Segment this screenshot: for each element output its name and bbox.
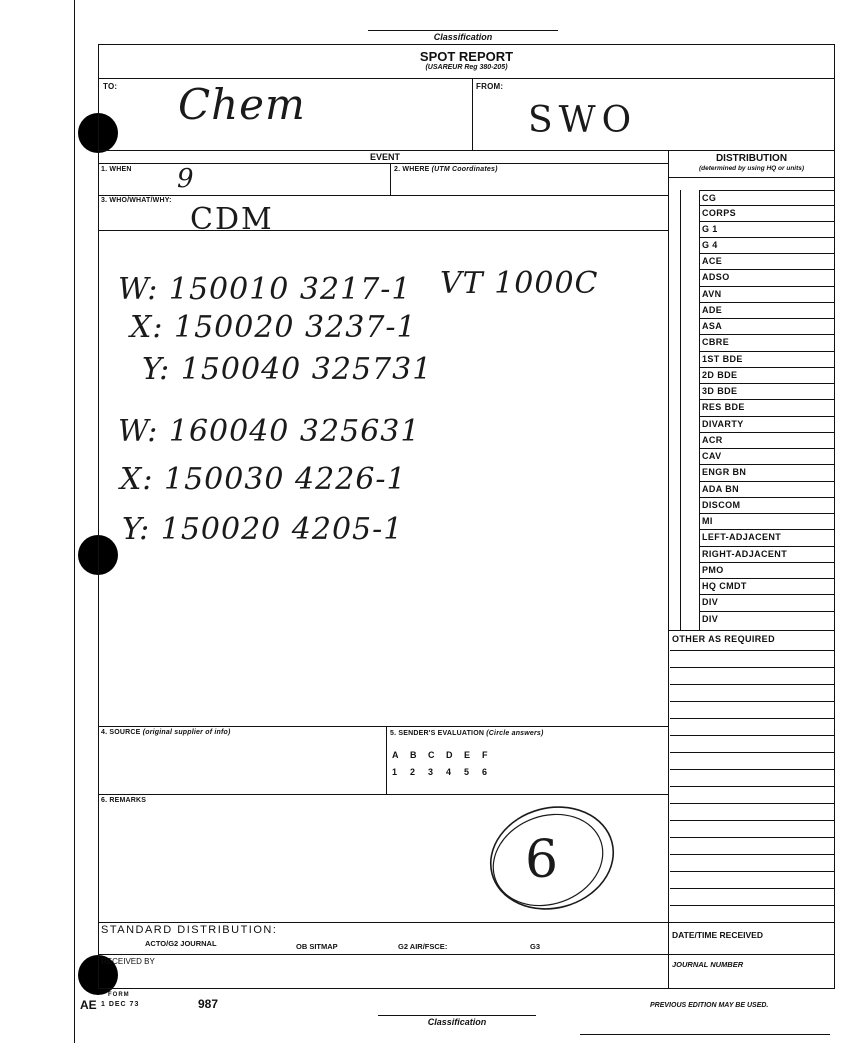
who-value[interactable]: CDM bbox=[190, 202, 274, 237]
other-line[interactable] bbox=[670, 769, 834, 770]
evaluation-label bbox=[390, 730, 544, 737]
other-line[interactable] bbox=[670, 837, 834, 838]
form-number: 987 bbox=[198, 997, 219, 1011]
to-from-divider bbox=[472, 78, 473, 150]
to-from-top-border bbox=[98, 78, 835, 79]
eval-letter-e[interactable]: E bbox=[464, 750, 471, 760]
eval-number-4[interactable]: 4 bbox=[446, 767, 452, 777]
standard-dist-item-4: G3 bbox=[530, 942, 541, 951]
note-line-6: Y: 150020 4205-1 bbox=[122, 512, 404, 547]
received-by-label: RECEIVED BY bbox=[101, 957, 155, 966]
remarks-label: 6. REMARKS bbox=[101, 797, 147, 804]
note-line-4: W: 160040 325631 bbox=[118, 414, 421, 449]
who-bottom-border bbox=[98, 230, 668, 231]
bottom-edge-mark bbox=[580, 1034, 830, 1035]
bottom-classification-line bbox=[378, 1015, 536, 1016]
other-line[interactable] bbox=[670, 752, 834, 753]
eval-letter-d[interactable]: D bbox=[446, 750, 453, 760]
when-where-divider bbox=[390, 163, 391, 195]
form-label: FORM bbox=[108, 992, 130, 998]
note-line-2: X: 150020 3237-1 bbox=[130, 310, 417, 345]
other-line[interactable] bbox=[670, 684, 834, 685]
event-top-border bbox=[98, 150, 835, 151]
dist-item-avn[interactable]: AVN bbox=[700, 286, 834, 301]
dist-item-ace[interactable]: ACE bbox=[700, 253, 834, 268]
other-as-required-label: OTHER AS REQUIRED bbox=[672, 634, 775, 644]
to-label: TO: bbox=[103, 82, 118, 91]
to-value[interactable]: Chem bbox=[178, 80, 306, 129]
eval-number-3[interactable]: 3 bbox=[428, 767, 434, 777]
source-eval-divider bbox=[386, 726, 387, 794]
other-line[interactable] bbox=[670, 701, 834, 702]
margin-line bbox=[74, 0, 75, 1043]
dist-item-cg[interactable]: CG bbox=[700, 190, 834, 205]
when-label: 1. WHEN bbox=[101, 166, 132, 173]
source-label bbox=[101, 729, 231, 736]
remarks-circled-value: 6 bbox=[525, 830, 560, 890]
dist-item-corps[interactable]: CORPS bbox=[700, 205, 834, 220]
dist-item-mi[interactable]: MI bbox=[700, 513, 834, 528]
event-label: EVENT bbox=[370, 152, 401, 162]
dist-item-g1[interactable]: G 1 bbox=[700, 221, 834, 236]
form-prefix: AE bbox=[80, 998, 97, 1012]
other-line[interactable] bbox=[670, 735, 834, 736]
dist-item-div-2[interactable]: DIV bbox=[700, 611, 834, 630]
eval-letter-f[interactable]: F bbox=[482, 750, 488, 760]
standard-dist-item-1: ACTO/G2 JOURNAL bbox=[145, 939, 217, 948]
dist-item-3d-bde[interactable]: 3D BDE bbox=[700, 383, 834, 398]
distribution-column-divider bbox=[668, 150, 669, 989]
eval-letter-c[interactable]: C bbox=[428, 750, 435, 760]
other-line[interactable] bbox=[670, 871, 834, 872]
eval-letter-b[interactable]: B bbox=[410, 750, 417, 760]
note-line-1-extra: VT 1000C bbox=[440, 266, 599, 301]
note-line-5: X: 150030 4226-1 bbox=[120, 462, 407, 497]
dist-item-div-1[interactable]: DIV bbox=[700, 594, 834, 609]
source-top-border bbox=[98, 726, 668, 727]
source-label-note: (original supplier of info) bbox=[142, 729, 231, 736]
other-line[interactable] bbox=[670, 854, 834, 855]
dist-item-asa[interactable]: ASA bbox=[700, 318, 834, 333]
dist-item-engr-bn[interactable]: ENGR BN bbox=[700, 464, 834, 479]
other-line[interactable] bbox=[670, 786, 834, 787]
bottom-classification-label: Classification bbox=[427, 1017, 487, 1027]
remarks-top-border bbox=[98, 794, 668, 795]
other-line[interactable] bbox=[670, 820, 834, 821]
who-label: 3. WHO/WHAT/WHY: bbox=[101, 197, 172, 204]
top-classification-line bbox=[368, 30, 558, 31]
evaluation-label-text: 5. SENDER'S EVALUATION bbox=[390, 730, 485, 737]
where-label-text: 2. WHERE bbox=[394, 166, 430, 173]
eval-number-1[interactable]: 1 bbox=[392, 767, 398, 777]
evaluation-label-note: (Circle answers) bbox=[486, 730, 544, 737]
eval-number-5[interactable]: 5 bbox=[464, 767, 470, 777]
other-top-border bbox=[668, 630, 835, 631]
previous-edition-note: PREVIOUS EDITION MAY BE USED. bbox=[650, 1002, 769, 1009]
dist-item-discom[interactable]: DISCOM bbox=[700, 497, 834, 512]
note-line-1: W: 150010 3217-1 bbox=[118, 272, 412, 307]
top-classification-label: Classification bbox=[433, 32, 493, 42]
who-top-border bbox=[98, 195, 668, 196]
distribution-check-column bbox=[680, 190, 681, 630]
other-line[interactable] bbox=[670, 718, 834, 719]
where-label bbox=[394, 166, 498, 173]
dist-item-ada-bn[interactable]: ADA BN bbox=[700, 481, 834, 496]
dist-item-1st-bde[interactable]: 1ST BDE bbox=[700, 351, 834, 366]
eval-number-6[interactable]: 6 bbox=[482, 767, 488, 777]
other-line[interactable] bbox=[670, 650, 834, 651]
form-subtitle: (USAREUR Reg 380-205) bbox=[425, 64, 508, 71]
distribution-title: DISTRIBUTION bbox=[715, 153, 788, 164]
dist-item-acr[interactable]: ACR bbox=[700, 432, 834, 447]
standard-dist-top-border bbox=[98, 922, 835, 923]
dist-item-cbre[interactable]: CBRE bbox=[700, 334, 834, 349]
from-label: FROM: bbox=[476, 82, 504, 91]
dist-item-right-adjacent[interactable]: RIGHT-ADJACENT bbox=[700, 546, 834, 561]
dist-item-left-adjacent[interactable]: LEFT-ADJACENT bbox=[700, 529, 834, 544]
dist-item-g4[interactable]: G 4 bbox=[700, 237, 834, 252]
distribution-subtitle: (determined by using HQ or units) bbox=[698, 165, 805, 172]
dist-item-cav[interactable]: CAV bbox=[700, 448, 834, 463]
other-line[interactable] bbox=[670, 905, 834, 906]
where-label-note: (UTM Coordinates) bbox=[431, 166, 498, 173]
other-line[interactable] bbox=[670, 667, 834, 668]
standard-dist-item-2: OB SITMAP bbox=[296, 942, 338, 951]
eval-letter-a[interactable]: A bbox=[392, 750, 399, 760]
standard-dist-item-3: G2 AIR/FSCE: bbox=[398, 942, 448, 951]
source-label-text: 4. SOURCE bbox=[101, 729, 141, 736]
dist-item-hq-cmdt[interactable]: HQ CMDT bbox=[700, 578, 834, 593]
dist-item-divarty[interactable]: DIVARTY bbox=[700, 416, 834, 431]
dist-item-pmo[interactable]: PMO bbox=[700, 562, 834, 577]
dist-item-adso[interactable]: ADSO bbox=[700, 269, 834, 284]
other-line[interactable] bbox=[670, 888, 834, 889]
received-by-top-border bbox=[98, 954, 668, 955]
journal-top-border bbox=[668, 954, 835, 955]
date-time-received-label: DATE/TIME RECEIVED bbox=[672, 930, 763, 940]
when-value[interactable]: 9 bbox=[177, 164, 195, 194]
dist-item-res-bde[interactable]: RES BDE bbox=[700, 399, 834, 414]
dist-item-2d-bde[interactable]: 2D BDE bbox=[700, 367, 834, 382]
other-line[interactable] bbox=[670, 803, 834, 804]
note-line-3: Y: 150040 325731 bbox=[142, 352, 433, 387]
dist-item-ade[interactable]: ADE bbox=[700, 302, 834, 317]
standard-dist-label: STANDARD DISTRIBUTION: bbox=[101, 924, 278, 936]
form-date: 1 DEC 73 bbox=[101, 1001, 140, 1008]
distribution-header-border bbox=[668, 177, 835, 178]
eval-number-2[interactable]: 2 bbox=[410, 767, 416, 777]
from-value[interactable]: SWO bbox=[528, 100, 638, 141]
journal-number-label: JOURNAL NUMBER bbox=[672, 960, 744, 969]
form-title: SPOT REPORT bbox=[419, 49, 514, 64]
